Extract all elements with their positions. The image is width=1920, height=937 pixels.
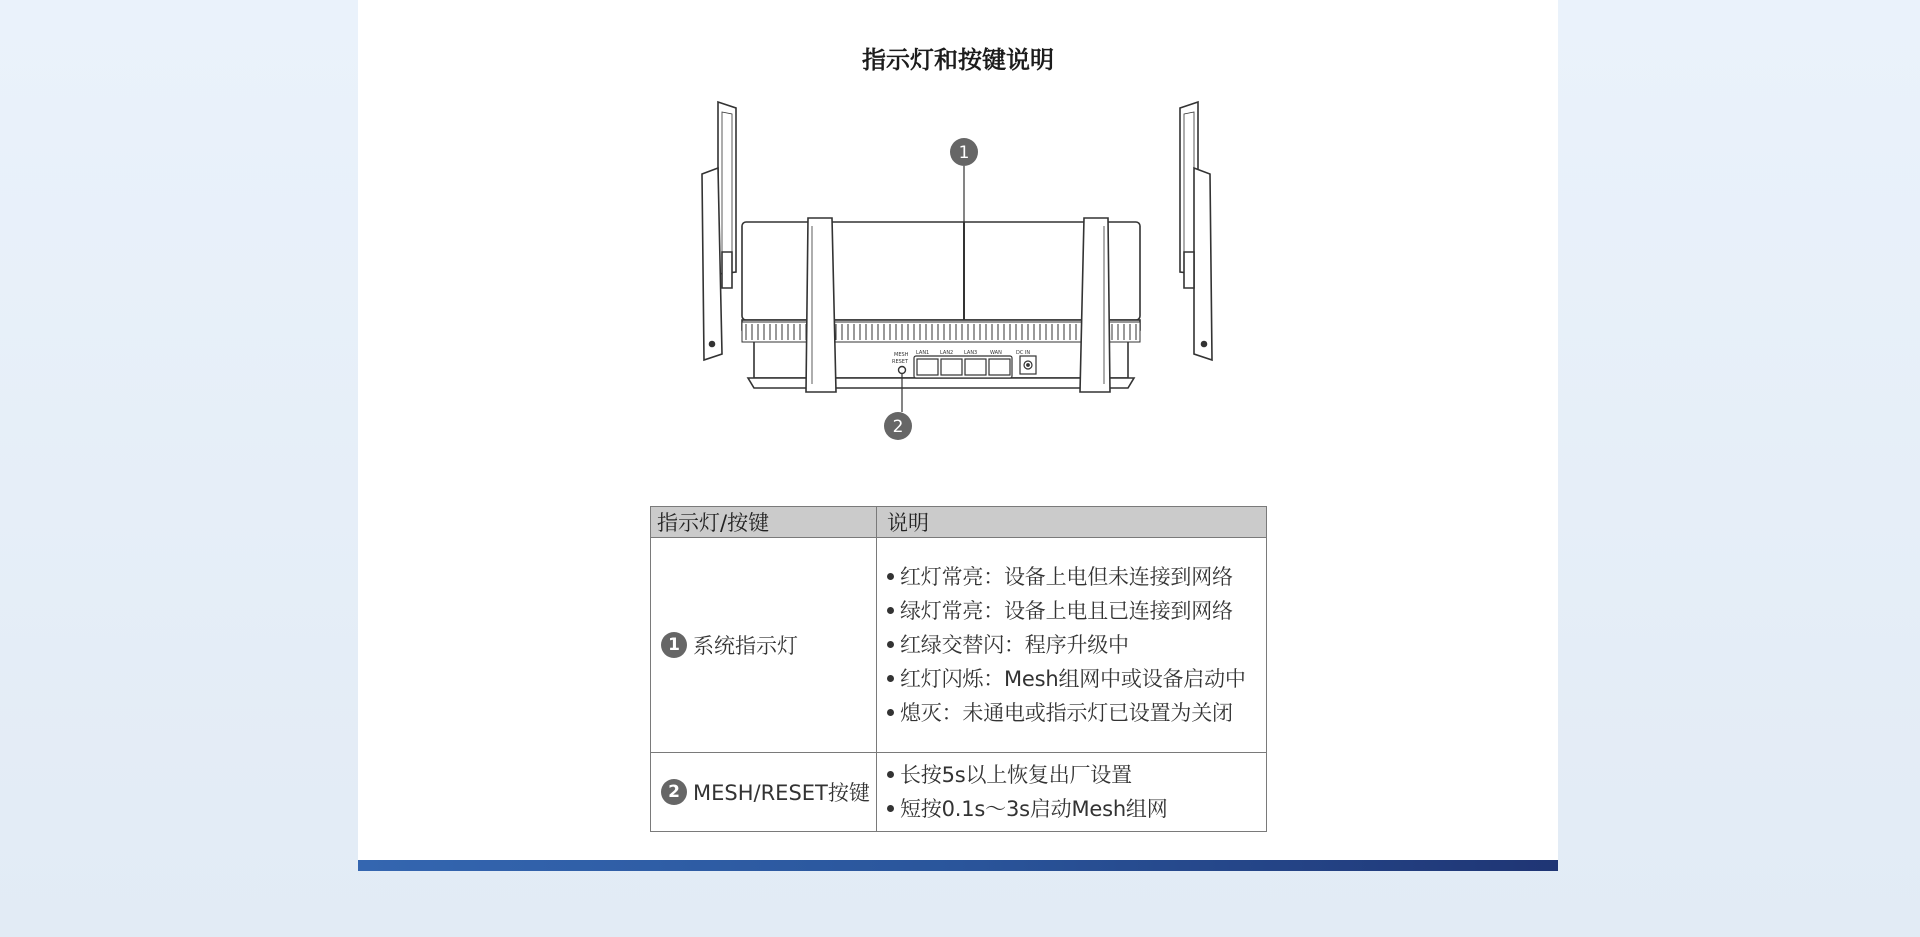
table-header-row bbox=[651, 507, 1267, 538]
item-cell-mesh-reset bbox=[651, 753, 877, 832]
header-desc: 说明 bbox=[877, 507, 1267, 538]
table-row bbox=[651, 753, 1267, 832]
desc-cell-system-led bbox=[877, 538, 1267, 753]
list-item: 绿灯常亮：设备上电且已连接到网络 bbox=[885, 594, 1264, 628]
ethernet-ports bbox=[914, 356, 1012, 378]
port-label-mesh: MESH bbox=[894, 352, 909, 358]
bullet-icon bbox=[887, 573, 894, 580]
number-badge: 2 bbox=[661, 779, 687, 805]
table-row bbox=[651, 538, 1267, 753]
page-title: 指示灯和按键说明 bbox=[862, 46, 1054, 74]
item-label: MESH/RESET按键 bbox=[693, 781, 870, 805]
antenna-rear-left bbox=[718, 102, 736, 274]
number-badge: 1 bbox=[661, 632, 687, 658]
port-label-dc-in: DC IN bbox=[1016, 350, 1031, 356]
router-rear-illustration bbox=[698, 92, 1218, 452]
bullet-icon bbox=[887, 641, 894, 648]
list-item: 长按5s以上恢复出厂设置 bbox=[885, 758, 1264, 792]
dc-power-jack bbox=[1020, 356, 1036, 374]
bottom-accent-bar bbox=[358, 860, 1558, 871]
list-item: 红灯常亮：设备上电但未连接到网络 bbox=[885, 560, 1264, 594]
bullet-icon bbox=[887, 805, 894, 812]
svg-text:1: 1 bbox=[958, 143, 970, 163]
desc-cell-mesh-reset bbox=[877, 753, 1267, 832]
item-label: 系统指示灯 bbox=[693, 634, 798, 658]
indicator-button-table bbox=[650, 506, 1267, 832]
list-item: 熄灭：未通电或指示灯已设置为关闭 bbox=[885, 696, 1264, 730]
document-page bbox=[358, 0, 1558, 860]
bullet-icon bbox=[887, 709, 894, 716]
header-item: 指示灯/按键 bbox=[651, 507, 877, 538]
list-item: 红绿交替闪：程序升级中 bbox=[885, 628, 1264, 662]
port-label-reset: RESET bbox=[892, 359, 909, 365]
antenna-mount-right bbox=[1080, 218, 1110, 392]
svg-text:2: 2 bbox=[892, 417, 904, 437]
port-label-lan3: LAN3 bbox=[964, 350, 978, 356]
reset-hole bbox=[899, 367, 906, 374]
bullet-icon bbox=[887, 675, 894, 682]
vent-grille bbox=[742, 322, 1140, 342]
list-item: 红灯闪烁：Mesh组网中或设备启动中 bbox=[885, 662, 1264, 696]
port-label-lan1: LAN1 bbox=[916, 350, 930, 356]
callout-marker-1 bbox=[950, 138, 978, 222]
port-label-lan2: LAN2 bbox=[940, 350, 954, 356]
antenna-mount-left bbox=[806, 218, 836, 392]
list-item: 短按0.1s～3s启动Mesh组网 bbox=[885, 792, 1264, 826]
port-label-wan: WAN bbox=[990, 350, 1002, 356]
bullet-icon bbox=[887, 771, 894, 778]
bullet-icon bbox=[887, 607, 894, 614]
item-cell-system-led bbox=[651, 538, 877, 753]
